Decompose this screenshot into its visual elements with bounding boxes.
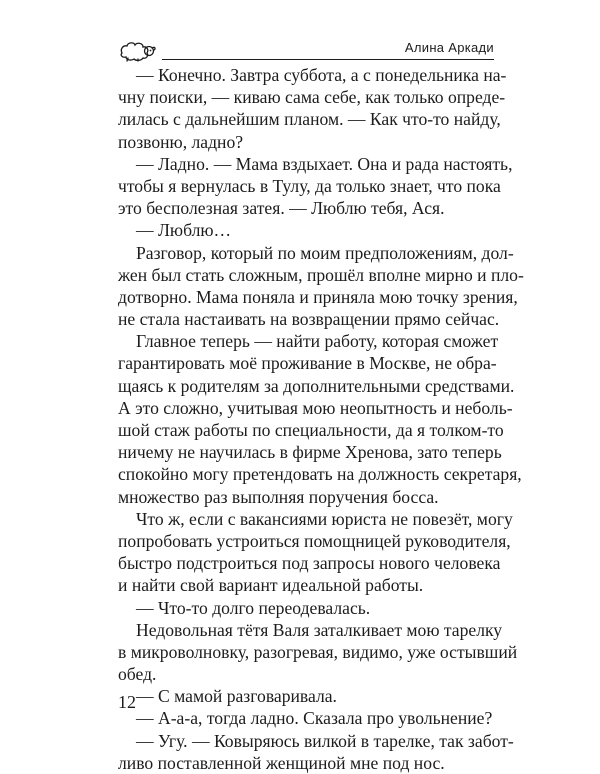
text-line: — Ладно. — Мама вздыхает. Она и рада настоять,	[136, 153, 513, 174]
text-line: ничему не научилась в фирме Хренова, зато теперь	[118, 442, 502, 463]
text-line: в микроволновку, разогревая, видимо, уже остывший	[118, 641, 518, 662]
text-line: не стала настаивать на возвращении прямо сейчас.	[118, 309, 500, 330]
author-name: Алина Аркади	[404, 40, 494, 55]
text-line: шой стаж работы по специальности, да я толком-то	[118, 420, 504, 440]
text-line: это бесполезная затея. — Люблю тебя, Ася.	[118, 198, 445, 219]
text-line: Главное теперь — найти работу, которая сможет	[136, 331, 499, 352]
text-line: — Что-то долго переодевалась.	[136, 597, 371, 618]
text-line: Что ж, если с вакансиями юриста не повезёт, могу	[136, 508, 513, 529]
text-line: попробовать устроиться помощницей руководителя,	[118, 530, 511, 551]
header-rule	[162, 59, 494, 60]
text-line: множество раз выполняя поручения босса.	[118, 486, 439, 507]
text-line: и найти свой вариант идеальной работы.	[118, 575, 424, 596]
text-line: быстро подстроиться под запросы нового человека	[118, 553, 501, 574]
text-line: лилась с дальнейшим планом. — Как что-то найду,	[118, 109, 501, 130]
body-text	[118, 64, 524, 774]
text-line: щаясь к родителям за дополнительными средствами.	[118, 375, 515, 396]
sheep-ornament-icon	[118, 40, 158, 62]
text-line: — Люблю…	[136, 220, 232, 241]
text-line: гарантировать моё проживание в Москве, не обра-	[118, 353, 497, 374]
page-number: 12	[118, 692, 136, 712]
text-line: обед.	[118, 664, 157, 685]
text-line: позвоню, ладно?	[118, 131, 244, 152]
text-line: — Конечно. Завтра суббота, а с понедельника на-	[136, 65, 507, 85]
text-line: чну поиски, — киваю сама себе, как только опреде-	[118, 87, 506, 108]
text-line: жен был стать сложным, прошёл вполне мирно и пло-	[118, 264, 524, 285]
text-line: чтобы я вернулась в Тулу, да только знает, что пока	[118, 175, 501, 196]
text-line: — А-а-а, тогда ладно. Сказала про увольнение?	[136, 708, 493, 729]
text-line: — Угу. — Ковыряюсь вилкой в тарелке, так забот-	[136, 730, 514, 751]
text-line: Недовольная тётя Валя заталкивает мою тарелку	[136, 619, 503, 640]
text-line: А это сложно, учитывая мою неопытность и неболь-	[118, 397, 513, 418]
text-line: спокойно могу претендовать на должность секретаря,	[118, 464, 522, 485]
text-line: ливо поставленной женщиной мне под нос.	[118, 752, 445, 773]
text-line: Разговор, который по моим предположениям, дол-	[136, 242, 514, 263]
text-line: дотворно. Мама поняла и приняла мою точку зрения,	[118, 286, 518, 307]
text-line: — С мамой разговаривала.	[136, 686, 337, 707]
